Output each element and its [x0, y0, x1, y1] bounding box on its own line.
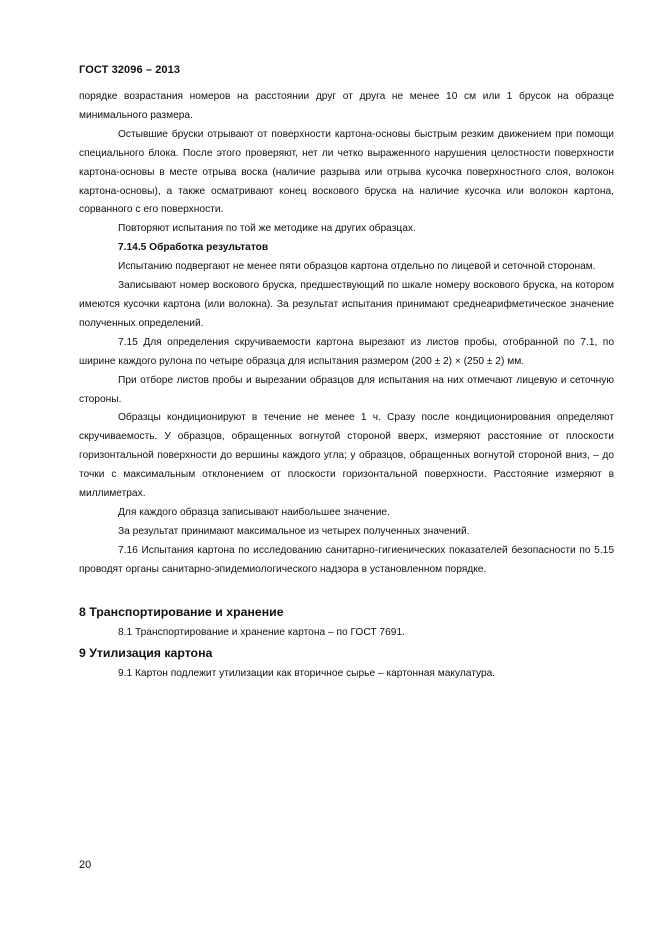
paragraph-record-number: Записывают номер воскового бруска, предшествующий по шкале номеру воскового бруска, на котором имеются кусочки картона (или волокна). За результат испытания принимают среднеарифметическое значение полученных определений.	[79, 280, 614, 329]
page-number: 20	[79, 859, 92, 871]
paragraph-conditioning: Образцы кондиционируют в течение не менее 1 ч. Сразу после кондиционирования определяют скручиваемость. У образцов, обращенных вогнутой стороной вверх, измеряют расстояние от плоскости горизонтальной поверхности до вершины каждого угла; у образцов, обращенных вогнутой стороной вниз, – до точки с максимальным отклонением от плоскости горизонтальной поверхности. Расстояние измеряют в миллиметрах.	[79, 412, 614, 500]
paragraph-continuation: порядке возрастания номеров на расстоянии друг от друга не менее 10 см или 1 брусок на образце минимального размера.	[79, 91, 614, 121]
paragraph-test-procedure: Остывшие бруски отрывают от поверхности картона-основы быстрым резким движением при помощи специального блока. После этого проверяют, нет ли четко выраженного нарушения целостности поверхности картона-основы в месте отрыва воска (наличие разрыва или отрыва кусочка поверхностного слоя, волокон картона-основы), а также осматривают конец воскового бруска на наличие кусочка или волокон картона, сорванного с его поверхности.	[79, 128, 614, 216]
paragraph-7-16: 7.16 Испытания картона по исследованию санитарно-гигиенических показателей безопасности по 5.15 проводят органы санитарно-эпидемиологического надзора в установленном порядке.	[79, 544, 614, 575]
section-8-text: 8.1 Транспортирование и хранение картона – по ГОСТ 7691.	[118, 626, 405, 638]
document-body	[79, 88, 614, 684]
section-9-heading: 9 Утилизация картона	[79, 646, 213, 661]
paragraph-samples-count: Испытанию подвергают не менее пяти образцов картона отдельно по лицевой и сеточной сторонам.	[118, 261, 596, 273]
subsection-heading-7-14-5: 7.14.5 Обработка результатов	[118, 242, 269, 254]
paragraph-result: За результат принимают максимальное из четырех полученных значений.	[118, 525, 470, 537]
paragraph-record-max: Для каждого образца записывают наибольшее значение.	[118, 506, 390, 518]
document-header: ГОСТ 32096 – 2013	[79, 64, 181, 76]
paragraph-repeat-test: Повторяют испытания по той же методике на других образцах.	[118, 223, 416, 235]
section-8-heading: 8 Транспортирование и хранение	[79, 604, 284, 619]
paragraph-7-15: 7.15 Для определения скручиваемости картона вырезают из листов пробы, отобранной по 7.1, по ширине каждого рулона по четыре образца для испытания размером (200 ± 2) × (250 ± 2) мм.	[79, 336, 614, 367]
section-9-text: 9.1 Картон подлежит утилизации как вторичное сырье – картонная макулатура.	[118, 668, 496, 680]
paragraph-mark-sides: При отборе листов пробы и вырезании образцов для испытания на них отмечают лицевую и сеточную стороны.	[79, 374, 614, 405]
